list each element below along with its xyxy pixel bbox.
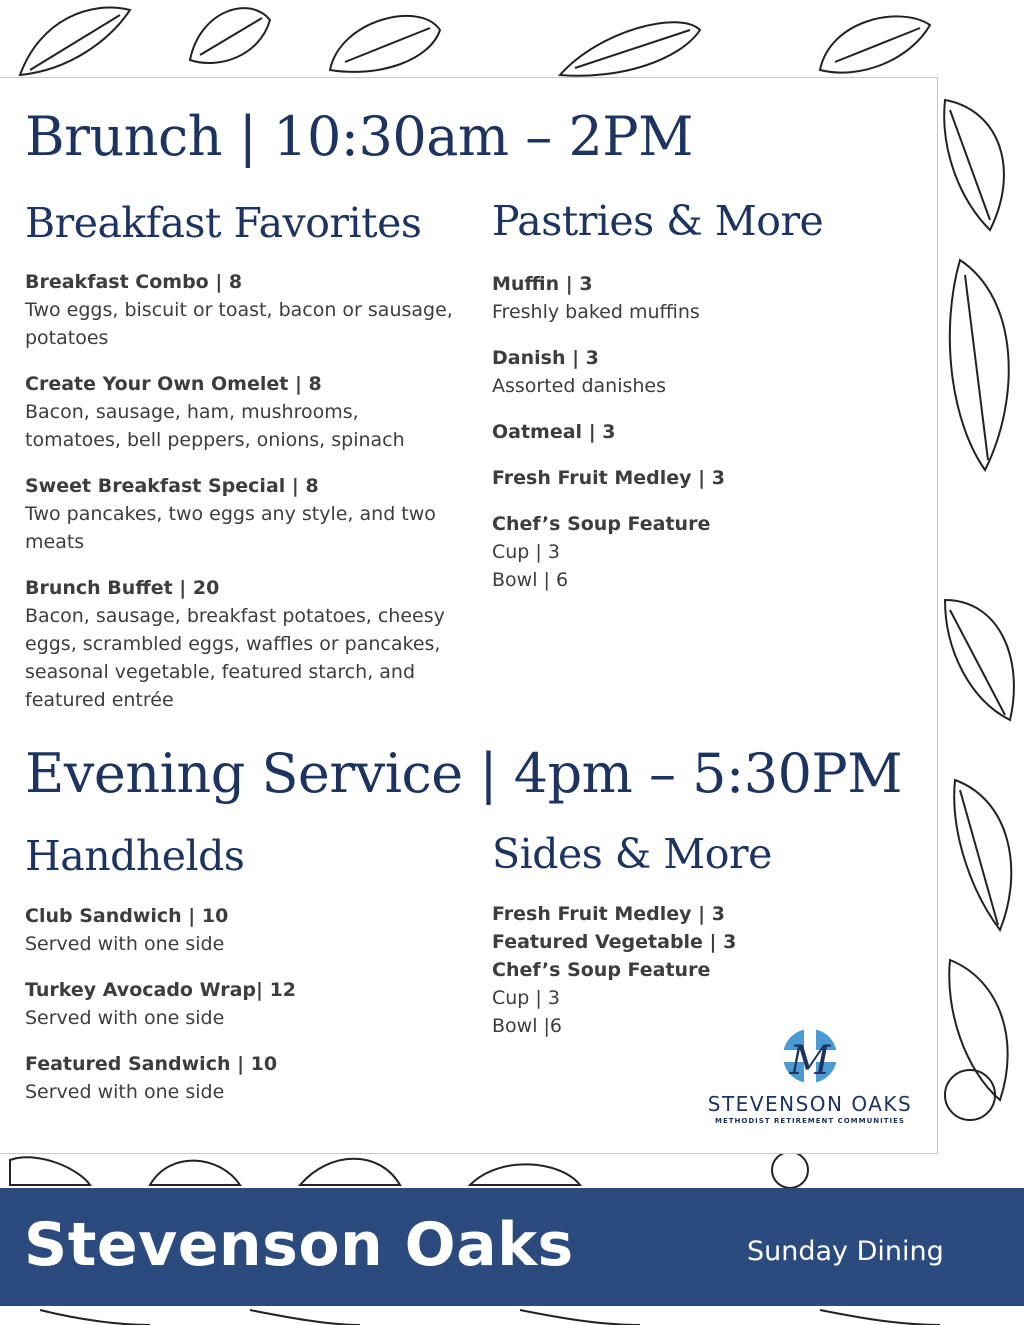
menu-item-description: Cup | 3 <box>492 541 560 563</box>
menu-item <box>25 268 455 352</box>
breakfast-favorites-list <box>25 268 455 732</box>
menu-item-name: Fresh Fruit Medley | 3 <box>492 903 725 925</box>
menu-item-description: Cup | 3 <box>492 987 560 1009</box>
menu-item-description: Assorted danishes <box>492 375 667 397</box>
footer-banner <box>0 1188 1024 1306</box>
menu-item-name: Create Your Own Omelet | 8 <box>25 373 322 395</box>
menu-item-name: Turkey Avocado Wrap| 12 <box>25 979 297 1001</box>
menu-item-description: Two eggs, biscuit or toast, bacon or sausage, <box>25 299 453 321</box>
pastries-heading: Pastries & More <box>492 197 824 245</box>
menu-item-description: meats <box>25 531 85 553</box>
menu-item <box>25 902 455 958</box>
menu-item-name: Featured Sandwich | 10 <box>25 1053 278 1075</box>
menu-item-description: Served with one side <box>25 933 225 955</box>
handhelds-list <box>25 902 455 1124</box>
menu-item-description: Two pancakes, two eggs any style, and two <box>25 503 436 525</box>
menu-item <box>492 418 922 446</box>
logo-emblem-icon <box>700 1028 920 1090</box>
menu-item <box>25 1050 455 1106</box>
menu-item <box>492 270 922 326</box>
menu-item-name: Sweet Breakfast Special | 8 <box>25 475 319 497</box>
logo-tagline: METHODIST RETIREMENT COMMUNITIES <box>715 1117 905 1125</box>
footer-title: Stevenson Oaks <box>24 1210 574 1280</box>
menu-item-description: tomatoes, bell peppers, onions, spinach <box>25 429 405 451</box>
logo-monogram: M <box>789 1038 831 1084</box>
evening-title: Evening Service | 4pm – 5:30PM <box>25 742 903 805</box>
menu-item-description: Served with one side <box>25 1081 225 1103</box>
footer-subtitle: Sunday Dining <box>747 1236 944 1267</box>
menu-item-name: Fresh Fruit Medley | 3 <box>492 467 725 489</box>
sides-list <box>492 900 922 1040</box>
menu-item-description: seasonal vegetable, featured starch, and <box>25 661 416 683</box>
menu-item <box>25 574 455 714</box>
handhelds-heading: Handhelds <box>25 832 245 880</box>
menu-item-description: Served with one side <box>25 1007 225 1029</box>
menu-item-name: Club Sandwich | 10 <box>25 905 229 927</box>
menu-item-description: Freshly baked muffins <box>492 301 700 323</box>
menu-item <box>25 976 455 1032</box>
menu-item-name: Oatmeal | 3 <box>492 421 616 443</box>
menu-item <box>492 900 922 928</box>
menu-item-name: Chef’s Soup Feature <box>492 959 711 981</box>
menu-item-name: Brunch Buffet | 20 <box>25 577 220 599</box>
menu-item-name: Danish | 3 <box>492 347 599 369</box>
menu-item-description: potatoes <box>25 327 109 349</box>
menu-item-name: Breakfast Combo | 8 <box>25 271 243 293</box>
menu-item <box>492 464 922 492</box>
logo-name: STEVENSON OAKS <box>707 1092 913 1116</box>
menu-item-description: Bowl |6 <box>492 1015 563 1037</box>
menu-item <box>25 370 455 454</box>
breakfast-favorites-heading: Breakfast Favorites <box>25 199 422 247</box>
menu-item-description: Bacon, sausage, breakfast potatoes, cheesy <box>25 605 445 627</box>
menu-item-description: featured entrée <box>25 689 174 711</box>
stevenson-oaks-logo <box>700 1028 920 1132</box>
menu-item-description: eggs, scrambled eggs, waffles or pancakes, <box>25 633 441 655</box>
menu-item <box>492 510 922 594</box>
menu-item-name: Featured Vegetable | 3 <box>492 931 737 953</box>
pastries-list <box>492 270 922 612</box>
brunch-title: Brunch | 10:30am – 2PM <box>25 105 693 168</box>
menu-item-description: Bowl | 6 <box>492 569 569 591</box>
menu-item <box>492 344 922 400</box>
menu-item-name: Chef’s Soup Feature <box>492 513 711 535</box>
menu-item-name: Muffin | 3 <box>492 273 593 295</box>
sides-heading: Sides & More <box>492 830 772 878</box>
menu-item <box>25 472 455 556</box>
menu-item <box>492 928 922 956</box>
menu-item-description: Bacon, sausage, ham, mushrooms, <box>25 401 359 423</box>
